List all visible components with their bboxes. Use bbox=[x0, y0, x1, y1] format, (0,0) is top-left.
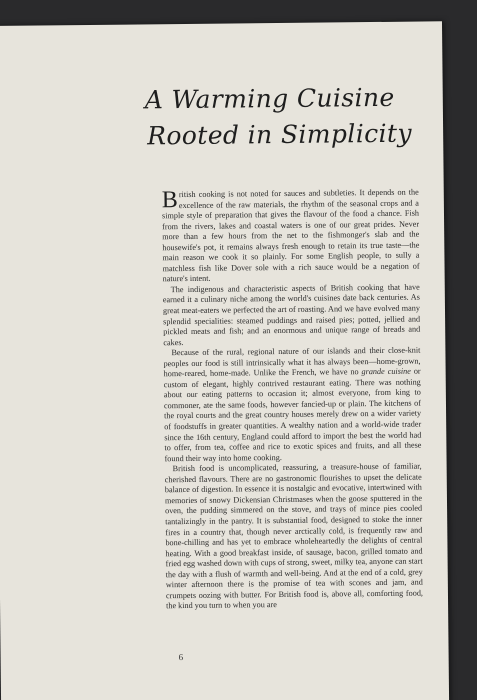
paragraph-1 bbox=[162, 188, 420, 286]
paragraph-4: British food is uncomplicated, reassuring, a treasure-house of familiar, cherished flavours. There are no gastronomic flourishes to upset the delicate balance of digestion. In essence it is nostalgic and evocative, intertwined with memories of snowy Dickensian Christmases when the goose sputtered in the oven, the pudding simmered on the stove, and trays of mince pies cooled tantalizingly in the pantry. It is substantial food, designed to stoke the inner fires in a country that, though never arctically cold, is frequently raw and bone-chilling and has yet to embrace wholeheartedly the delights of central heating. With a good breakfast inside, of sausage, bacon, grilled tomato and fried egg washed down with cups of strong, sweet, milky tea, anyone can start the day with a flush of warmth and well-being. And at the end of a cold, grey winter afternoon there is the promise of tea with scones and jam, and crumpets oozing with butter. For British food is, above all, comforting food, the kind you turn to when you are bbox=[164, 461, 424, 611]
drop-cap: B bbox=[161, 187, 178, 214]
book-page bbox=[0, 21, 449, 700]
page-title bbox=[144, 80, 413, 155]
grande-cuisine-italic: grande cuisine bbox=[361, 366, 411, 377]
title-line-1: A Warming Cuisine bbox=[144, 82, 395, 115]
paragraph-2: The indigenous and characteristic aspects of British cooking that have earned it a culinary niche among the world's cuisines date back centuries. As great meat-eaters we perfected the art of roasting. And we have evolved many splendid specialities: steamed puddings and raised pies; potted, jellied and pickled meats and fish; and an enormous and unique range of breads and cakes. bbox=[162, 282, 421, 347]
page-number: 6 bbox=[178, 652, 184, 663]
title-line-2: Rooted in Simplicity bbox=[147, 118, 413, 151]
paragraph-3-text-b: or custom of elegant, highly contrived restaurant eating. There was nothing about our eating patterns to occasion it; almost everyone, from king to commoner, ate the same foods, however fancied-up or plain. The kitchens of the royal courts and the great country houses merely drew on a wider variety of foodstuffs in greater quantities. A wealthy nation and a world-wide trader since the 16th century, England could afford to import the best the world had to offer, from tea, coffee and rice to exotic spices and fruits, and all these found their way into home cooking. bbox=[163, 366, 422, 463]
article-body bbox=[162, 188, 423, 613]
paragraph-3 bbox=[163, 346, 421, 465]
paragraph-1-text: ritish cooking is not noted for sauces and subtleties. It depends on the excellence of the raw materials, the rhythm of the seasonal crops and a simple style of preparation that gives the flavour of the food a chance. Fish from the rivers, lakes and coastal waters is one of our great prides. Never more than a few hours from the net to the fishmonger's slab and the housewife's pot, it remains always fresh enough to retain its true taste—the main reason we cook it so plainly. For some English people, to sully a matchless fish like Dover sole with a rich sauce would be a negation of nature's intent. bbox=[161, 187, 420, 284]
paragraph-3-text-a: Because of the rural, regional nature of our islands and their close-knit peoples our food is still intrinsically what it has always been—home-grown, home-reared, home-made. Unlike the French, we have no bbox=[163, 345, 421, 379]
